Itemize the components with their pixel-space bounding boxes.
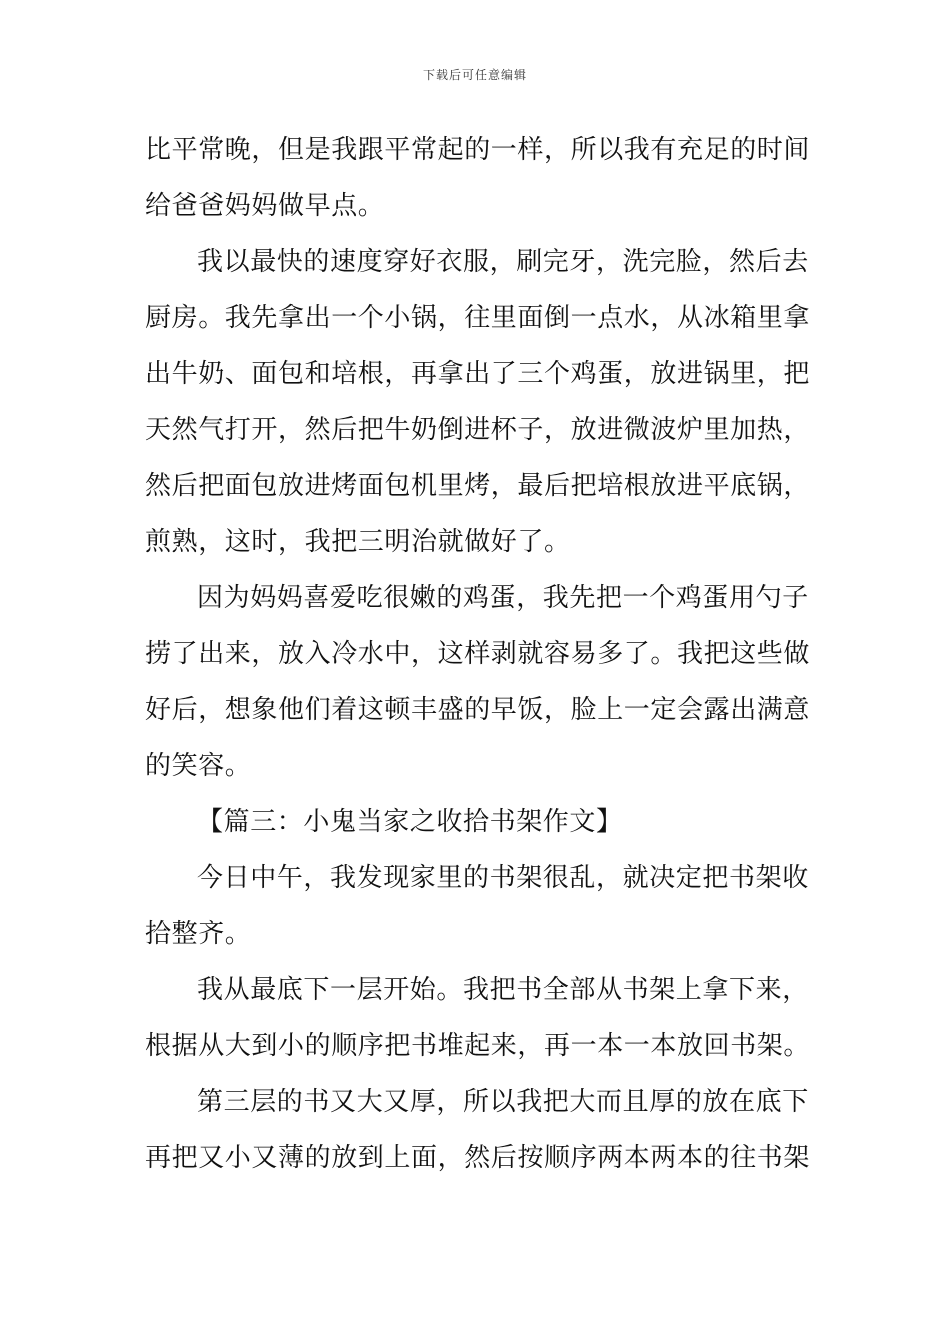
page-header: 下载后可任意编辑 (422, 68, 527, 82)
section-heading: 【篇三：小鬼当家之收拾书架作文】 (197, 807, 623, 837)
text-line: 给爸爸妈妈做早点。 (145, 191, 385, 221)
text-line: 出牛奶、面包和培根，再拿出了三个鸡蛋，放进锅里，把 (145, 359, 811, 389)
text-line: 再把又小又薄的放到上面，然后按顺序两本两本的往书架 (145, 1143, 811, 1173)
document-body (145, 122, 809, 1186)
text-line: 天然气打开，然后把牛奶倒进杯子，放进微波炉里加热， (145, 415, 811, 445)
text-line: 今日中午，我发现家里的书架很乱，就决定把书架收 (197, 863, 809, 893)
text-line: 我从最底下一层开始。我把书全部从书架上拿下来， (197, 975, 809, 1005)
text-line: 厨房。我先拿出一个小锅，往里面倒一点水，从冰箱里拿 (145, 303, 811, 333)
text-line: 的笑容。 (145, 751, 252, 781)
text-line: 因为妈妈喜爱吃很嫩的鸡蛋，我先把一个鸡蛋用勺子 (197, 583, 809, 613)
text-line: 根据从大到小的顺序把书堆起来，再一本一本放回书架。 (145, 1031, 811, 1061)
text-line: 比平常晚，但是我跟平常起的一样，所以我有充足的时间 (145, 135, 811, 165)
text-line: 好后，想象他们着这顿丰盛的早饭，脸上一定会露出满意 (145, 695, 811, 725)
text-line: 然后把面包放进烤面包机里烤，最后把培根放进平底锅， (145, 471, 811, 501)
text-line: 第三层的书又大又厚，所以我把大而且厚的放在底下 (197, 1087, 809, 1117)
text-line: 煎熟，这时，我把三明治就做好了。 (145, 527, 571, 557)
text-line: 捞了出来，放入冷水中，这样剥就容易多了。我把这些做 (145, 639, 811, 669)
text-line: 我以最快的速度穿好衣服，刷完牙，洗完脸，然后去 (197, 247, 809, 277)
text-line: 拾整齐。 (145, 919, 252, 949)
